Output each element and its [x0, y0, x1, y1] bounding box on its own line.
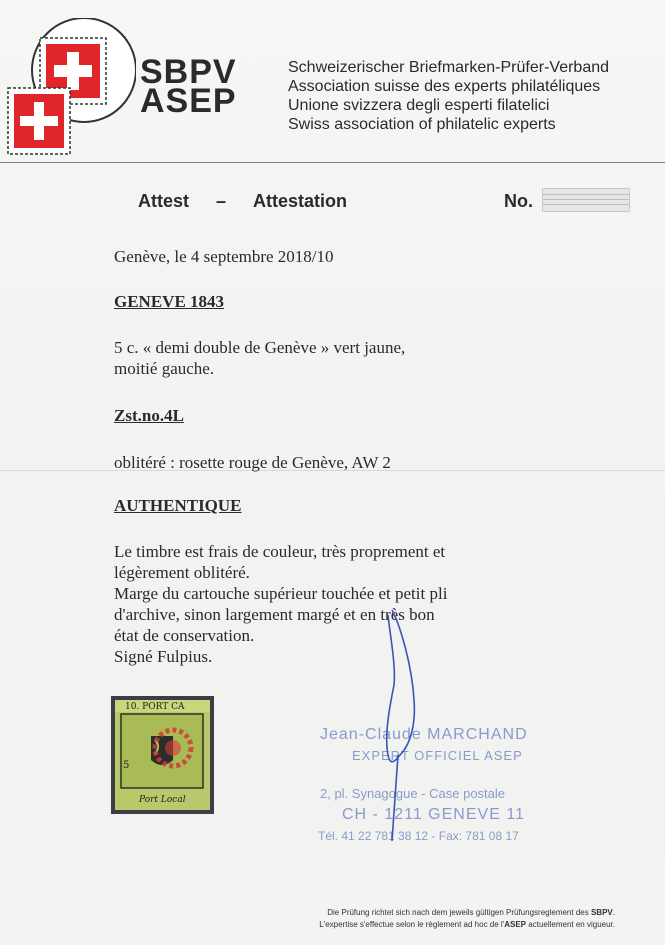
- association-fr: Association suisse des experts philatéliques: [288, 78, 601, 95]
- expert-city: CH - 1211 GENEVE 11: [342, 806, 525, 823]
- footer-org: ASEP: [504, 920, 527, 929]
- expert-title: EXPERT OFFICIEL ASEP: [352, 748, 523, 763]
- description-line: moitié gauche.: [114, 359, 215, 378]
- stamp-description: [114, 337, 405, 379]
- footer-text: actuellement en vigueur.: [528, 920, 615, 929]
- date-line: Genève, le 4 septembre 2018/10: [114, 247, 334, 266]
- cancel-description: oblitéré : rosette rouge de Genève, AW 2: [114, 453, 391, 472]
- attest-label: Attest: [138, 191, 190, 211]
- sbpv-logo: [6, 18, 136, 158]
- footer-org: SBPV: [590, 908, 613, 917]
- footer-line-de: Die Prüfung richtet sich nach dem jeweils gültigen Prüfungsreglement des SBPV.: [327, 908, 615, 917]
- brand-sbpv: SBPV: [140, 53, 237, 91]
- association-it: Unione svizzera degli esperti filatelici: [288, 97, 550, 114]
- remark-line: état de conservation.: [114, 626, 255, 645]
- brand-asep: ASEP: [140, 82, 237, 120]
- expert-name: Jean-Claude MARCHAND: [320, 726, 528, 743]
- expert-address: 2, pl. Synagogue - Case postale: [320, 786, 506, 801]
- issue-heading: GENEVE 1843: [114, 292, 225, 311]
- stamp-bottom-text: Port Local: [139, 795, 186, 805]
- association-en: Swiss association of philatelic experts: [288, 116, 556, 133]
- remark-line: Le timbre est frais de couleur, très proprement et: [114, 542, 446, 561]
- stamp-value-text: 5: [123, 760, 130, 771]
- stamp-image: [111, 696, 214, 814]
- header-divider: [0, 162, 665, 163]
- attestation-label: Attestation: [253, 191, 347, 211]
- association-names: [288, 58, 609, 134]
- verdict: AUTHENTIQUE: [114, 496, 242, 515]
- footer-line-fr: [200, 919, 615, 931]
- remark-line: d'archive, sinon largement margé et en très bon: [114, 605, 435, 624]
- number-label: No.: [504, 191, 533, 211]
- remark-line: Signé Fulpius.: [114, 647, 213, 666]
- brand-acronyms: [140, 53, 237, 120]
- stamp-top-text: 10. PORT CA: [125, 702, 185, 712]
- remark-line: Marge du cartouche supérieur touchée et petit pli: [114, 584, 448, 603]
- description-line: 5 c. « demi double de Genève » vert jaune,: [114, 338, 406, 357]
- catalogue-number: Zst.no.4L: [114, 406, 184, 425]
- redacted-number: [542, 188, 630, 212]
- attest-dash: –: [216, 191, 227, 211]
- footer-text: L'expertise s'effectue selon le règlement ad hoc de l': [319, 920, 505, 929]
- remark-line: légèrement oblitéré.: [114, 563, 250, 582]
- signature: [370, 605, 430, 845]
- footer-text: Die Prüfung richtet sich nach dem jeweils gültigen Prüfungsreglement des: [327, 908, 589, 917]
- association-de: Schweizerischer Briefmarken-Prüfer-Verband: [288, 59, 610, 76]
- expert-phone: Tél. 41 22 781 38 12 - Fax: 781 08 17: [318, 829, 519, 843]
- footer-note: [200, 907, 615, 931]
